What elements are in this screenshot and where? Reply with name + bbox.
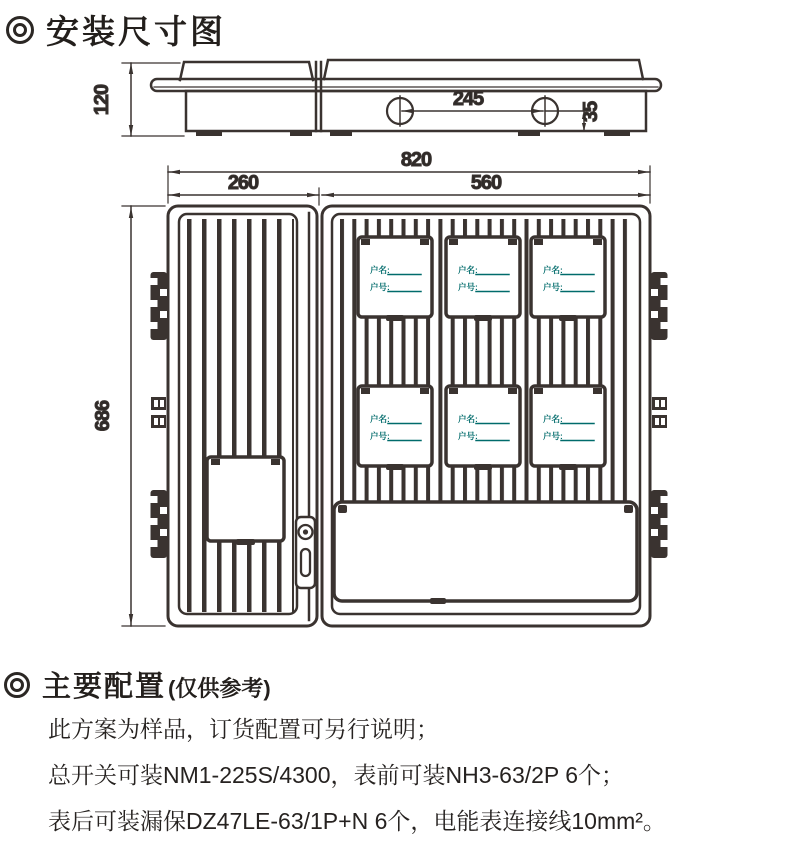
user-no-label: 户号: [370,282,390,292]
door-lock [296,517,315,588]
window-clip-left [211,459,220,465]
user-name-label: 户名: [543,265,563,275]
window-tab [386,315,404,321]
config-line-1: 此方案为样品，订货配置可另行说明； [48,716,439,742]
bottom-cover-panel [334,502,637,604]
window-clip-left [361,388,370,394]
user-no-label: 户号: [543,431,563,441]
panel-corner-right [624,505,633,513]
window-tab [474,315,492,321]
user-name-label: 户名: [543,414,563,424]
lock-slot [301,549,310,576]
window-clip-right [508,239,517,245]
window-clip-left [361,239,370,245]
window-tab [386,464,404,470]
front-view-left-door [168,206,317,626]
hinge-top-right [651,272,668,340]
window-tab [559,464,577,470]
hinge-top-left [151,272,168,340]
window-tab [559,315,577,321]
user-name-label: 户名: [370,414,390,424]
panel-tab [430,598,446,604]
meter-window-6 [531,386,605,470]
page-title: 安装尺寸图 [46,13,226,50]
window-clip-left [534,239,543,245]
user-no-label: 户号: [370,431,390,441]
window-clip-left [449,239,458,245]
clip-left-lower [151,415,166,428]
clip-right-upper [652,397,667,410]
config-line-2: 总开关可装NM1-225S/4300，表前可装NH3-63/2P 6个； [48,762,625,788]
clip-left-upper [151,397,166,410]
dim-label-245: 245 [452,88,484,110]
meter-window-1 [358,237,432,321]
door-window [207,457,284,545]
door-louvers [187,219,294,612]
meter-window-4 [358,386,432,470]
window-clip-right [508,388,517,394]
dim-label-35: 35 [580,101,602,123]
dim-label-560: 560 [470,172,502,194]
user-name-label: 户名: [458,265,478,275]
main-config-heading [4,664,271,705]
config-text-block [48,706,788,841]
window-clip-left [449,388,458,394]
user-no-label: 户号: [458,431,478,441]
dimension-door-width [168,172,319,205]
dim-label-686: 686 [92,400,114,432]
meter-window-3 [531,237,605,321]
hinge-bottom-left [151,490,168,558]
top-view-right-lid [324,60,643,79]
dimension-top-height [91,63,184,136]
config-line-3: 表后可装漏保DZ47LE-63/1P+N 6个，电能表连接线10mm²。 [48,808,666,834]
dimension-hole-edge [545,101,602,131]
hinge-bottom-right [651,490,668,558]
dimension-panel-width [322,172,650,197]
bullseye-icon [4,672,30,698]
config-title: 主要配置 [42,671,167,703]
user-no-label: 户号: [458,282,478,292]
front-view-right-panel [322,206,650,626]
window-clip-right [271,459,280,465]
window-clip-right [593,388,602,394]
window-tab [474,464,492,470]
clip-right-lower [652,415,667,428]
top-view-rim [151,79,661,91]
dim-label-120: 120 [91,84,113,116]
window-clip-right [420,239,429,245]
meter-window-5 [446,386,520,470]
config-subtitle: (仅供参考) [168,676,271,701]
lock-keyhole [303,529,308,534]
dim-label-820: 820 [400,149,432,171]
window-clip-right [593,239,602,245]
user-name-label: 户名: [370,265,390,275]
dim-label-260: 260 [227,172,259,194]
window-clip-right [420,388,429,394]
window-tab [236,539,255,545]
window-clip-left [534,388,543,394]
meter-window-2 [446,237,520,321]
user-name-label: 户名: [458,414,478,424]
top-view-left-lid [180,62,313,80]
panel-corner-left [338,505,347,513]
user-no-label: 户号: [543,282,563,292]
